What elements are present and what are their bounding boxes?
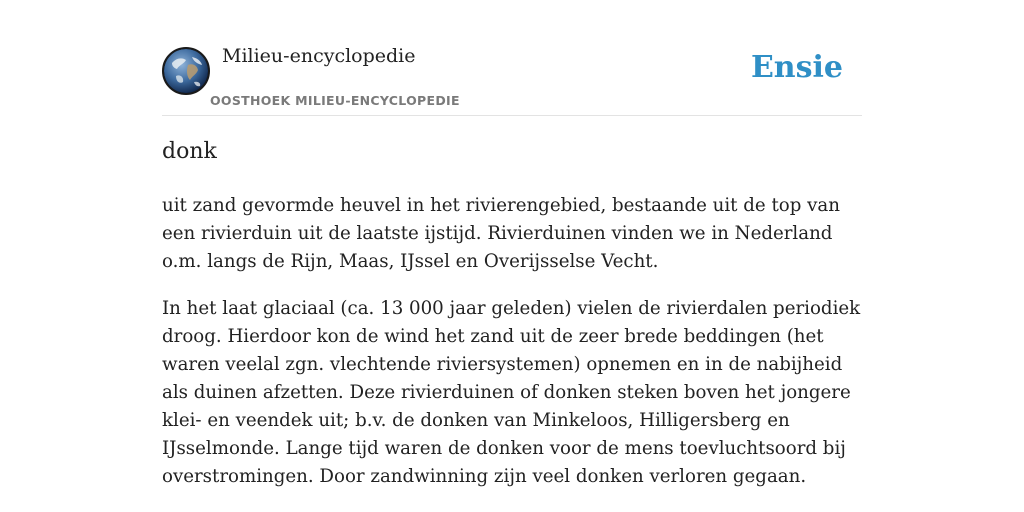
article-paragraph: uit zand gevormde heuvel in het rivierengebied, bestaande uit de top van een rivierduin uit de laatste ijstijd. Rivierduinen vinden we in Nederland o.m. langs de Rijn, Maas, IJssel en Overijsselse Vecht. bbox=[162, 195, 840, 272]
site-header bbox=[162, 0, 862, 116]
ensie-logo-link[interactable]: Ensie bbox=[750, 50, 843, 85]
earth-globe-icon[interactable] bbox=[162, 47, 210, 95]
article-body bbox=[162, 192, 862, 510]
article-paragraph: In het laat glaciaal (ca. 13 000 jaar geleden) vielen de rivierdalen periodiek droog. Hierdoor kon de wind het zand uit de zeer brede beddingen (het waren veelal zgn. vlechtende riviersystemen) opnemen en in de nabijheid als duinen afzetten. Deze rivierduinen of donken steken boven het jongere klei- en veendek uit; b.v. de donken van Minkeloos, Hilligersberg en IJsselmonde. Lange tijd waren de donken voor de mens toevluchtsoord bij overstromingen. Door zandwinning zijn veel donken verloren gegaan. bbox=[162, 298, 861, 487]
page bbox=[162, 0, 862, 512]
article-title: donk bbox=[162, 139, 217, 164]
site-name[interactable]: Milieu-encyclopedie bbox=[222, 45, 416, 67]
site-subtitle: OOSTHOEK MILIEU-ENCYCLOPEDIE bbox=[210, 93, 460, 108]
